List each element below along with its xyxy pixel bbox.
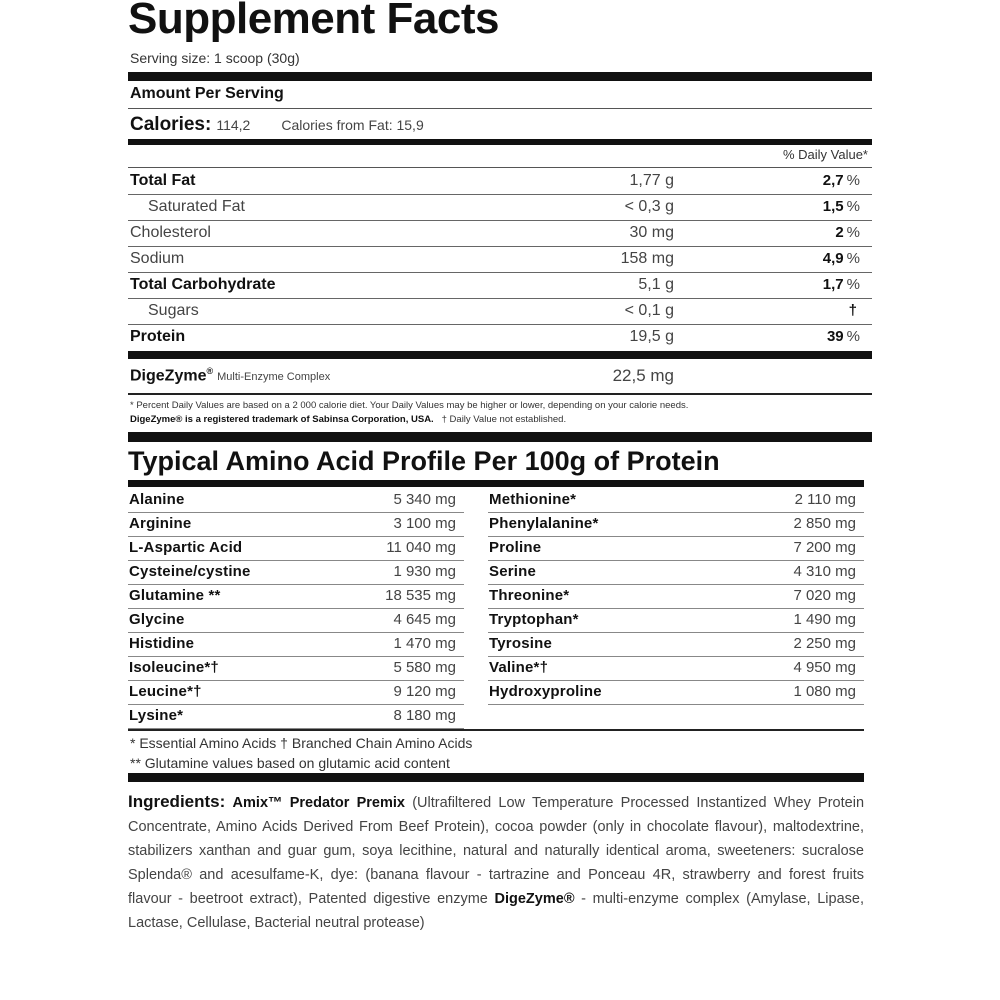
daily-value-header: % Daily Value* <box>782 147 868 162</box>
amino-row <box>488 656 864 681</box>
amino-value: 2 110 mg <box>794 491 856 508</box>
amino-note-essential: * Essential Amino Acids † Branched Chain Amino Acids <box>130 735 473 751</box>
digezyme-subtitle: Multi-Enzyme Complex <box>217 371 331 384</box>
nutrient-name: Total Fat <box>130 172 196 189</box>
amino-value: 1 930 mg <box>393 563 456 580</box>
amino-value: 7 200 mg <box>793 539 856 556</box>
nutrient-row-total-fat <box>128 169 872 195</box>
amino-row <box>488 632 864 657</box>
dv-value: 4,9 <box>822 250 844 267</box>
amino-note-glutamine: ** Glutamine values based on glutamic acid content <box>130 755 450 771</box>
nutrient-dv <box>835 224 860 241</box>
amino-row <box>128 608 464 633</box>
amino-value: 2 250 mg <box>793 635 856 652</box>
amino-value: 4 950 mg <box>793 659 856 676</box>
amino-row <box>488 608 864 633</box>
amino-profile-title: Typical Amino Acid Profile Per 100g of Protein <box>128 446 720 476</box>
amino-value: 5 580 mg <box>393 659 456 676</box>
amino-row <box>128 680 464 705</box>
dv-unit: % <box>846 328 860 345</box>
amino-name: Threonine* <box>489 587 570 604</box>
enzyme-name: DigeZyme® <box>494 891 575 907</box>
nutrient-amount: 1,77 g <box>629 172 674 189</box>
ingredients-paragraph <box>128 790 864 935</box>
nutrient-row-cholesterol <box>128 221 872 247</box>
amount-per-serving: Amount Per Serving <box>130 85 284 102</box>
amino-name: Serine <box>489 563 537 580</box>
amino-row <box>128 704 464 729</box>
amino-row <box>488 512 864 537</box>
dv-value: † <box>848 302 857 319</box>
amino-name: Cysteine/cystine <box>129 563 251 580</box>
calories-value: 114,2 <box>216 117 251 133</box>
trademark-footnote <box>130 414 566 425</box>
nutrient-dv <box>823 198 860 215</box>
calories-from-fat: Calories from Fat: 15,9 <box>281 117 424 133</box>
dv-unit: % <box>846 224 860 241</box>
thick-divider <box>128 351 872 359</box>
amino-value: 4 645 mg <box>393 611 456 628</box>
amino-row <box>128 512 464 537</box>
premix-name: Amix™ Predator Premix <box>232 795 405 811</box>
nutrient-name: Saturated Fat <box>148 198 245 215</box>
digezyme-amount: 22,5 mg <box>612 366 674 385</box>
nutrient-amount: 19,5 g <box>629 328 674 345</box>
nutrient-name: Total Carbohydrate <box>130 276 276 293</box>
nutrient-amount: 158 mg <box>620 250 674 267</box>
nutrient-dv <box>823 172 860 189</box>
amino-row <box>128 536 464 561</box>
trademark-text: DigeZyme® is a registered trademark of Sabinsa Corporation, USA. <box>130 414 434 425</box>
dv-unit: % <box>846 172 860 189</box>
amino-row <box>128 632 464 657</box>
nutrient-amount: < 0,1 g <box>624 302 674 319</box>
amino-name: Isoleucine*† <box>129 659 219 676</box>
calories-label: Calories: <box>130 114 212 135</box>
dv-value: 2,7 <box>822 172 844 189</box>
ingredients-label: Ingredients: <box>128 792 226 811</box>
amino-value: 3 100 mg <box>393 515 456 532</box>
amino-row <box>128 656 464 681</box>
nutrient-row-sugars <box>128 299 872 325</box>
amino-name: Lysine* <box>129 707 184 724</box>
amino-name: Glutamine ** <box>129 587 221 604</box>
nutrient-name: Cholesterol <box>130 224 211 241</box>
divider <box>128 167 872 168</box>
dv-unit: % <box>846 276 860 293</box>
divider <box>128 393 872 395</box>
amino-name: Tryptophan* <box>489 611 579 628</box>
ingredients-text-end: - multi-enzyme complex (Amylase, Lipase, Lactase, Cellulase, Bacterial neutral protease) <box>128 891 864 931</box>
dv-value: 2 <box>835 224 844 241</box>
amino-row <box>488 536 864 561</box>
nutrient-dv <box>823 276 860 293</box>
daily-value-footnote: * Percent Daily Values are based on a 2 000 calorie diet. Your Daily Values may be higher or lower, depending on your calorie needs. <box>130 400 689 411</box>
calories-row <box>130 114 424 136</box>
amino-name: Tyrosine <box>489 635 553 652</box>
nutrient-name: Protein <box>130 328 186 345</box>
thick-divider <box>128 480 864 487</box>
label-title: Supplement Facts <box>128 0 499 43</box>
amino-row <box>488 680 864 705</box>
nutrient-amount: 30 mg <box>629 224 674 241</box>
amino-row <box>128 584 464 609</box>
amino-value: 4 310 mg <box>793 563 856 580</box>
amino-row <box>128 560 464 585</box>
thick-divider <box>128 432 872 442</box>
amino-value: 11 040 mg <box>386 539 456 556</box>
nutrient-amount: < 0,3 g <box>624 198 674 215</box>
medium-divider <box>128 139 872 145</box>
amino-name: Hydroxyproline <box>489 683 602 700</box>
amino-name: Alanine <box>129 491 185 508</box>
dv-not-established: † Daily Value not established. <box>441 414 567 425</box>
nutrient-amount: 5,1 g <box>638 276 674 293</box>
dv-value: 39 <box>826 328 844 345</box>
ingredients-text: (Ultrafiltered Low Temperature Processed Instantized Whey Protein Concentrate, Amino Acids Derived From Beef Protein), cocoa powder (only in chocolate flavour), maltodextrine, stabilizers xanthan and guar gum, soya lecithine, natural and naturally identical aroma, sweeteners: sucralose Splenda® and acesulfame-K, dye: (banana flavour - tartrazine and Ponceau 4R, strawberry and forest fruits flavour - beetroot extract), Patented digestive enzyme <box>128 795 865 907</box>
divider <box>128 108 872 109</box>
amino-value: 1 470 mg <box>393 635 456 652</box>
amino-value: 18 535 mg <box>385 587 456 604</box>
thick-divider <box>128 72 872 81</box>
amino-row <box>488 560 864 585</box>
amino-name: Arginine <box>129 515 192 532</box>
digezyme-row <box>130 366 330 385</box>
amino-name: Glycine <box>129 611 185 628</box>
amino-value: 9 120 mg <box>393 683 456 700</box>
divider <box>128 729 864 731</box>
dv-unit: % <box>846 250 860 267</box>
nutrient-name: Sugars <box>148 302 199 319</box>
nutrient-row-total-carbohydrate <box>128 273 872 299</box>
amino-name: L-Aspartic Acid <box>129 539 243 556</box>
registered-mark: ® <box>206 366 214 376</box>
amino-value: 1 490 mg <box>793 611 856 628</box>
amino-value: 7 020 mg <box>793 587 856 604</box>
digezyme-name: DigeZyme <box>130 367 207 385</box>
amino-name: Methionine* <box>489 491 577 508</box>
nutrient-dv <box>823 250 860 267</box>
amino-name: Phenylalanine* <box>489 515 599 532</box>
nutrient-row-sodium <box>128 247 872 273</box>
nutrient-dv <box>827 328 860 345</box>
amino-name: Leucine*† <box>129 683 202 700</box>
amino-row <box>128 488 464 513</box>
thick-divider <box>128 773 864 782</box>
nutrient-dv <box>849 302 860 319</box>
nutrient-row-saturated-fat <box>128 195 872 221</box>
amino-name: Histidine <box>129 635 195 652</box>
amino-row <box>488 488 864 513</box>
amino-value: 5 340 mg <box>393 491 456 508</box>
dv-value: 1,7 <box>822 276 844 293</box>
amino-name: Proline <box>489 539 542 556</box>
amino-value: 8 180 mg <box>393 707 456 724</box>
amino-value: 2 850 mg <box>793 515 856 532</box>
nutrient-name: Sodium <box>130 250 185 267</box>
serving-size: Serving size: 1 scoop (30g) <box>130 50 300 66</box>
amino-name: Valine*† <box>489 659 549 676</box>
nutrient-row-protein <box>128 325 872 350</box>
amino-row <box>488 584 864 609</box>
amino-value: 1 080 mg <box>793 683 856 700</box>
dv-unit: % <box>846 198 860 215</box>
dv-value: 1,5 <box>822 198 844 215</box>
